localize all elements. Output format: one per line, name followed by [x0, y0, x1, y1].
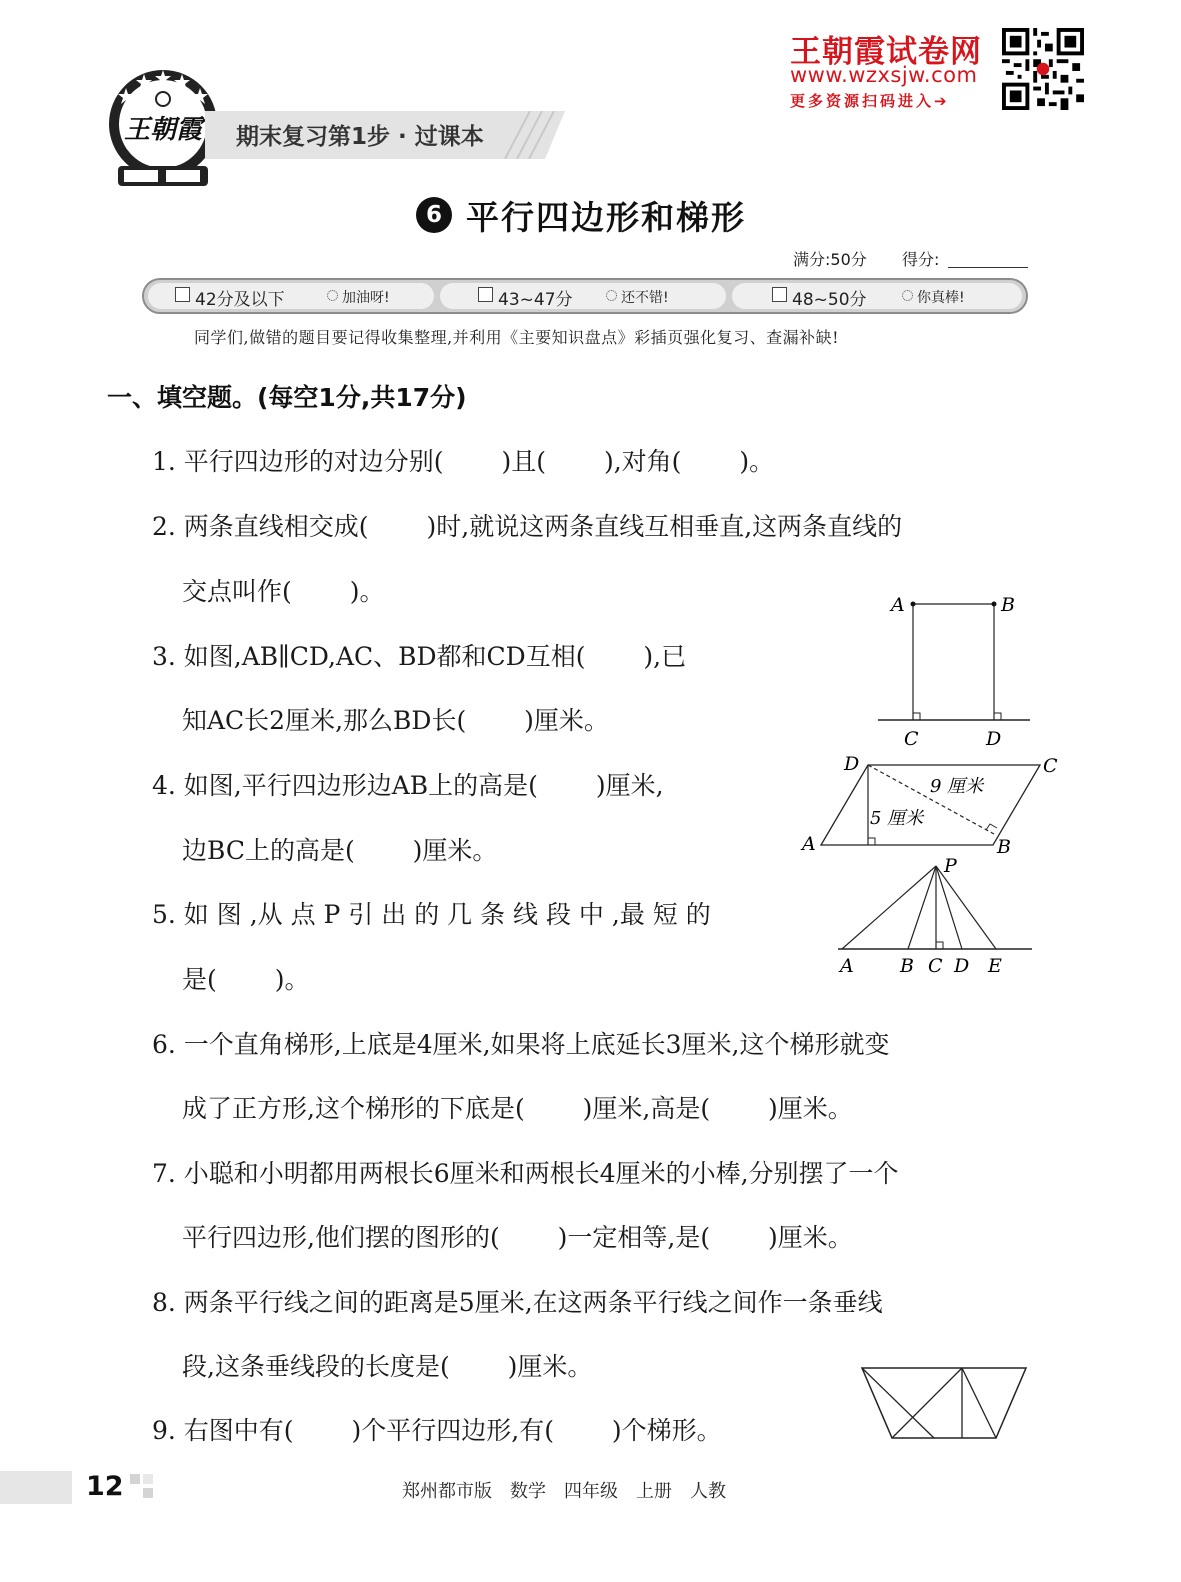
question-6-line-1: 6. 一个直角梯形,上底是4厘米,如果将上底延长3厘米,这个梯形就变 — [152, 1030, 890, 1059]
question-2-line-1: 2. 两条直线相交成( )时,就说这两条直线互相垂直,这两条直线的 — [152, 512, 903, 541]
fig4-measure-5cm: 5 厘米 — [870, 808, 924, 829]
question-7-line-2: 平行四边形,他们摆的图形的( )一定相等,是( )厘米。 — [182, 1223, 853, 1252]
question-2-line-2: 交点叫作( )。 — [182, 577, 385, 606]
question-5-line-1: 5. 如 图 ,从 点 P 引 出 的 几 条 线 段 中 ,最 短 的 — [152, 900, 711, 929]
fig4-measure-9cm: 9 厘米 — [930, 776, 984, 797]
footer-decor-icon — [128, 1472, 156, 1502]
question-7-line-1: 7. 小聪和小明都用两根长6厘米和两根长4厘米的小棒,分别摆了一个 — [152, 1159, 899, 1188]
rating-range-2: 43~47分 — [498, 290, 573, 310]
brand-title: 王朝霞试卷网 — [790, 34, 982, 70]
footer-bar — [0, 1471, 72, 1504]
fig3-label-b: B — [1001, 594, 1015, 616]
question-4-line-2: 边BC上的高是( )厘米。 — [182, 836, 498, 865]
section-title: 一、填空题。(每空1分,共17分) — [107, 383, 467, 412]
figure-q9 — [858, 1360, 1030, 1446]
question-8-line-2: 段,这条垂线段的长度是( )厘米。 — [182, 1352, 593, 1381]
question-4-line-1: 4. 如图,平行四边形边AB上的高是( )厘米, — [152, 771, 664, 800]
rating-checkbox-3[interactable] — [772, 287, 787, 302]
study-notice: 同学们,做错的题目要记得收集整理,并利用《主要知识盘点》彩插页强化复习、查漏补缺! — [194, 328, 840, 347]
rating-praise-2: 还不错! — [621, 290, 669, 306]
question-3-line-2: 知AC长2厘米,那么BD长( )厘米。 — [182, 706, 609, 735]
fig3-label-d: D — [986, 728, 1002, 750]
fig5-label-p: P — [944, 855, 957, 877]
fig5-label-a: A — [840, 955, 854, 977]
rating-checkbox-1[interactable] — [175, 287, 190, 302]
rating-praise-1: 加油呀! — [342, 290, 390, 306]
fig4-label-d: D — [844, 753, 860, 775]
fig5-label-d: D — [954, 955, 970, 977]
question-8-line-1: 8. 两条平行线之间的距离是5厘米,在这两条平行线之间作一条垂线 — [152, 1288, 883, 1317]
question-6-line-2: 成了正方形,这个梯形的下底是( )厘米,高是( )厘米。 — [182, 1094, 853, 1123]
rating-checkbox-2[interactable] — [478, 287, 493, 302]
fig4-label-c: C — [1043, 755, 1058, 777]
fig5-label-b: B — [900, 955, 914, 977]
score-input-line[interactable] — [948, 267, 1028, 268]
chapter-title: 平行四边形和梯形 — [466, 198, 746, 237]
page-number: 12 — [86, 1471, 124, 1502]
star-face-icon — [902, 290, 913, 301]
smile-icon — [606, 290, 617, 301]
figure-q4 — [796, 750, 1066, 862]
obtained-score-label: 得分: — [902, 250, 940, 269]
brand-url[interactable]: www.wzxsjw.com — [790, 63, 978, 87]
fig4-label-b: B — [997, 836, 1011, 858]
step-banner-text: 期末复习第1步 · 过课本 — [236, 124, 484, 150]
fig3-label-a: A — [891, 594, 905, 616]
chapter-number-badge: 6 — [416, 197, 452, 233]
fig4-label-a: A — [802, 833, 816, 855]
question-9-line-1: 9. 右图中有( )个平行四边形,有( )个梯形。 — [152, 1416, 722, 1445]
qr-code-icon[interactable] — [1002, 28, 1084, 110]
question-5-line-2: 是( )。 — [182, 965, 310, 994]
logo-text: 王朝霞 — [123, 115, 203, 145]
fig5-label-c: C — [928, 955, 943, 977]
cheer-icon — [327, 290, 338, 301]
rating-praise-3: 你真棒! — [917, 290, 965, 306]
footer-edition-info: 郑州都市版 数学 四年级 上册 人教 — [402, 1481, 726, 1502]
rating-segment-1-bg — [148, 283, 434, 309]
figure-q5 — [832, 852, 1042, 982]
figure-q3 — [870, 588, 1040, 758]
question-1-line-1: 1. 平行四边形的对边分别( )且( ),对角( )。 — [152, 447, 775, 476]
fig3-label-c: C — [904, 728, 919, 750]
rating-range-3: 48~50分 — [792, 290, 867, 310]
question-3-line-1: 3. 如图,AB∥CD,AC、BD都和CD互相( ),已 — [152, 642, 687, 671]
brand-scan-text: 更多资源扫码进入➔ — [790, 92, 950, 110]
fig5-label-e: E — [988, 955, 1002, 977]
full-score-label: 满分:50分 — [793, 250, 867, 269]
rating-range-1: 42分及以下 — [195, 290, 285, 310]
